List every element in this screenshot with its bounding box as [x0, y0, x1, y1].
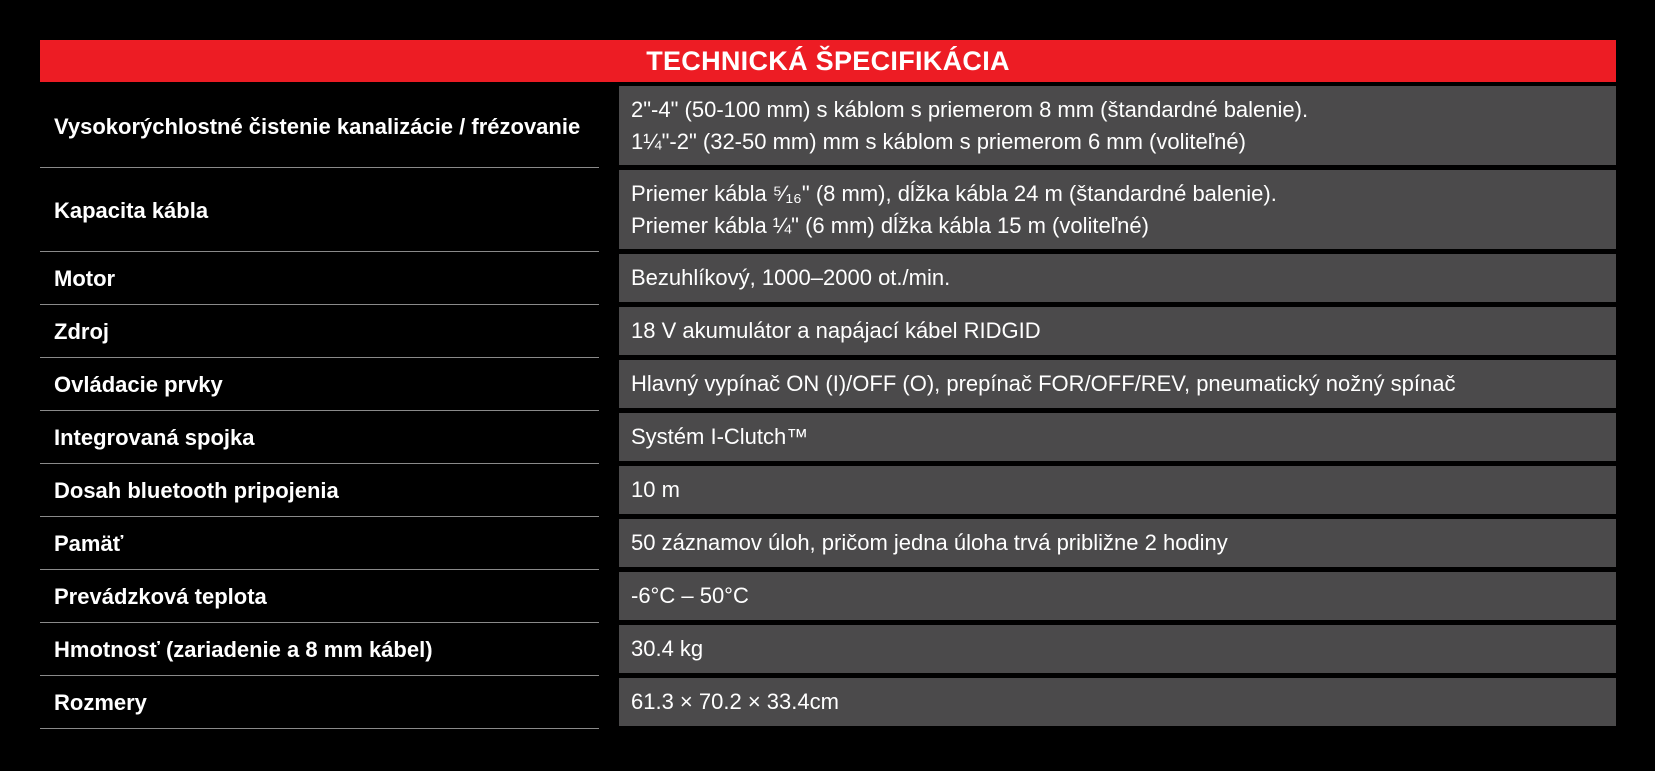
- spec-value-line: 2"-4" (50-100 mm) s káblom s priemerom 8 mm (štandardné balenie).: [631, 96, 1309, 122]
- spec-value: [619, 625, 1616, 673]
- spec-label: Dosah bluetooth pripojenia: [40, 466, 599, 517]
- spec-value-line: 18 V akumulátor a napájací kábel RIDGID: [631, 318, 1041, 343]
- spec-value-line: 50 záznamov úloh, pričom jedna úloha trvá približne 2 hodiny: [631, 530, 1228, 555]
- spec-value: [619, 360, 1616, 408]
- spec-value: [619, 572, 1616, 620]
- spec-row: [40, 170, 1616, 249]
- spec-value: [619, 86, 1616, 165]
- spec-row: [40, 254, 1616, 302]
- spec-label: Hmotnosť (zariadenie a 8 mm kábel): [40, 625, 599, 676]
- spec-row: [40, 466, 1616, 514]
- spec-label: Integrovaná spojka: [40, 413, 599, 464]
- spec-label: Prevádzková teplota: [40, 572, 599, 623]
- spec-row: [40, 678, 1616, 726]
- spec-value-line: 1¼"-2" (32-50 mm) mm s káblom s priemerom 6 mm (voliteľné): [631, 128, 1246, 154]
- spec-value-line: 61.3 × 70.2 × 33.4cm: [631, 689, 839, 714]
- spec-value-line: 30.4 kg: [631, 636, 704, 661]
- spec-row: [40, 360, 1616, 408]
- spec-value-line: 10 m: [631, 477, 680, 502]
- spec-label: Motor: [40, 254, 599, 305]
- spec-value: [619, 307, 1616, 355]
- spec-label: Rozmery: [40, 678, 599, 729]
- spec-row: [40, 86, 1616, 165]
- spec-value-line: Bezuhlíkový, 1000–2000 ot./min.: [631, 265, 951, 290]
- spec-row: [40, 572, 1616, 620]
- spec-value: [619, 254, 1616, 302]
- spec-row: [40, 307, 1616, 355]
- spec-value: [619, 170, 1616, 249]
- spec-row: [40, 625, 1616, 673]
- spec-sheet: [40, 40, 1616, 731]
- spec-value: [619, 413, 1616, 461]
- spec-label: Kapacita kábla: [40, 170, 599, 252]
- spec-label: Vysokorýchlostné čistenie kanalizácie / frézovanie: [40, 86, 599, 168]
- spec-value: [619, 466, 1616, 514]
- spec-table: [40, 86, 1616, 726]
- spec-value: [619, 678, 1616, 726]
- spec-value-line: Priemer kábla ⁵⁄₁₆" (8 mm), dĺžka kábla 24 m (štandardné balenie).: [631, 180, 1277, 206]
- spec-value-line: Systém I-Clutch™: [631, 424, 809, 449]
- spec-value-line: Hlavný vypínač ON (I)/OFF (O), prepínač FOR/OFF/REV, pneumatický nožný spínač: [631, 371, 1456, 396]
- spec-label: Ovládacie prvky: [40, 360, 599, 411]
- spec-row: [40, 413, 1616, 461]
- spec-label: Pamäť: [40, 519, 599, 570]
- spec-row: [40, 519, 1616, 567]
- spec-value-line: Priemer kábla ¼" (6 mm) dĺžka kábla 15 m (voliteľné): [631, 212, 1149, 238]
- spec-label: Zdroj: [40, 307, 599, 358]
- spec-value-line: -6°C – 50°C: [631, 583, 749, 608]
- spec-value: [619, 519, 1616, 567]
- spec-title: TECHNICKÁ ŠPECIFIKÁCIA: [40, 40, 1616, 82]
